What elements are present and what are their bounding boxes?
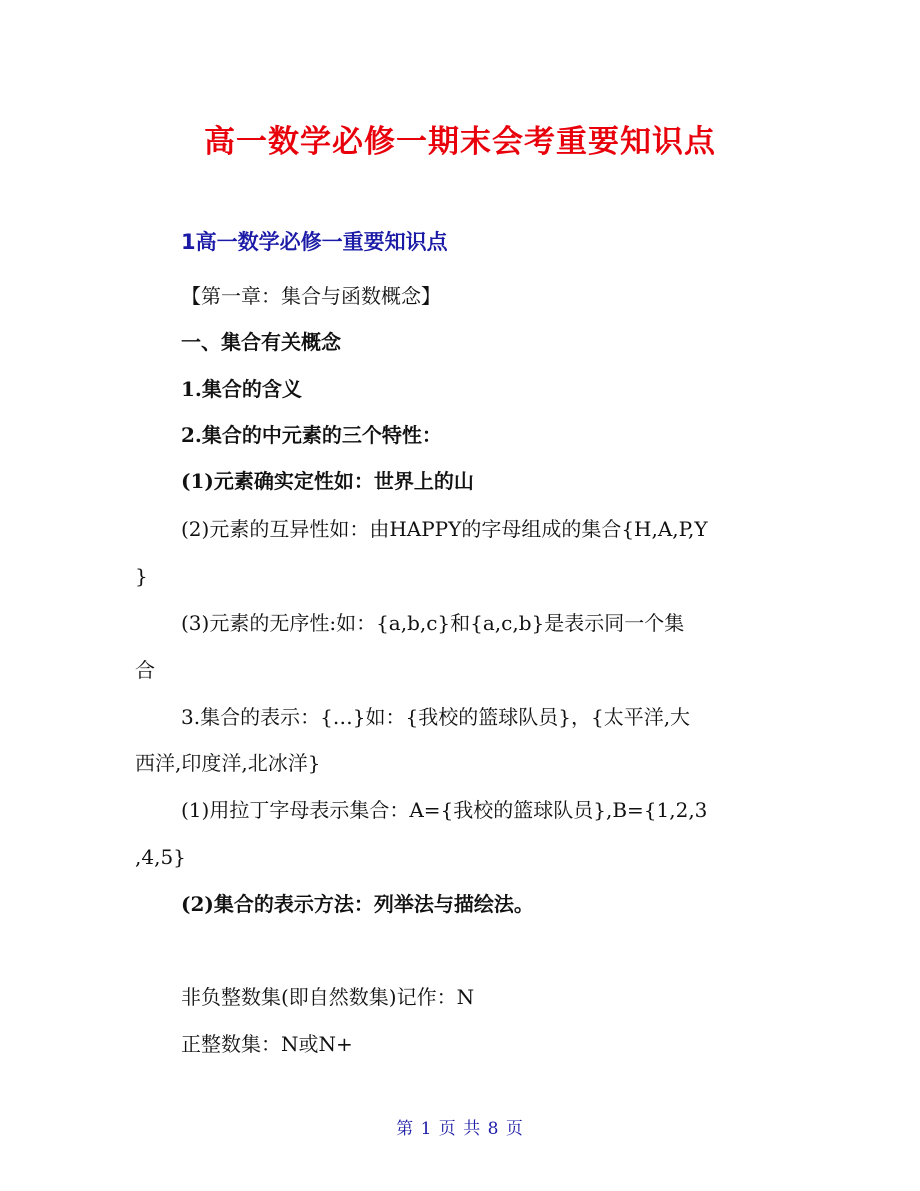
text-line: 3.集合的表示：{…}如：{我校的篮球队员}，{太平洋,大 [181, 705, 691, 729]
text-line: 一、集合有关概念 [181, 330, 341, 354]
text-line: (2)元素的互异性如：由HAPPY的字母组成的集合{H,A,P,Y [181, 517, 708, 541]
text-line: 1.集合的含义 [181, 377, 302, 401]
text-line: (1)元素确实定性如：世界上的山 [181, 469, 474, 493]
text-line: 合 [135, 658, 155, 682]
text-line: 非负整数集(即自然数集)记作：N [181, 985, 475, 1009]
page-footer: 第 1 页 共 8 页 [396, 1119, 524, 1139]
text-line: (2)集合的表示方法：列举法与描绘法。 [181, 892, 534, 916]
text-line: ,4,5} [135, 845, 186, 869]
text-line: 西洋,印度洋,北冰洋} [135, 751, 321, 775]
section-heading: 1高一数学必修一重要知识点 [181, 230, 448, 254]
chapter-heading: 【第一章：集合与函数概念】 [181, 284, 441, 308]
text-line: } [135, 564, 148, 588]
page-title: 高一数学必修一期末会考重要知识点 [204, 124, 716, 160]
text-line: 2.集合的中元素的三个特性： [181, 423, 442, 447]
text-line: 正整数集：N或N+ [181, 1032, 353, 1056]
text-line: (3)元素的无序性:如：{a,b,c}和{a,c,b}是表示同一个集 [181, 611, 685, 635]
text-line: (1)用拉丁字母表示集合：A={我校的篮球队员},B={1,2,3 [181, 798, 708, 822]
